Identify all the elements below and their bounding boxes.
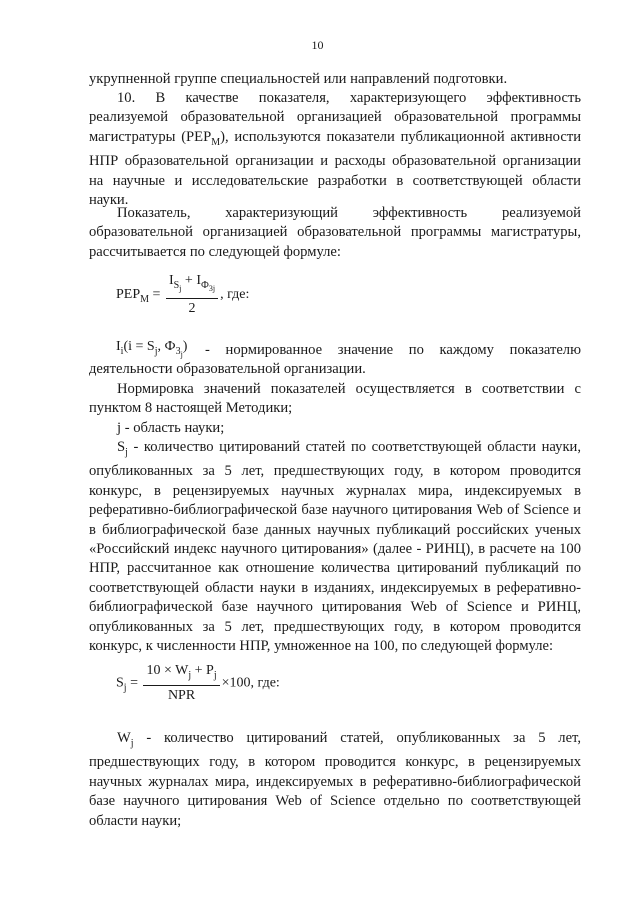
formula-subscript: j bbox=[123, 682, 127, 694]
paragraph-line: - нормированное значение по каждому показателю bbox=[205, 342, 581, 358]
paragraph-line: научных журналах мира, индексируемых в реферативно-библиографической bbox=[89, 773, 581, 790]
formula-subscript bbox=[209, 284, 215, 293]
formula-symbol: 10 bbox=[146, 663, 161, 678]
formula-symbol: I bbox=[196, 273, 201, 288]
formula-sj bbox=[116, 664, 280, 703]
paragraph-wj-definition bbox=[89, 729, 581, 831]
paragraph-line: Показатель, характеризующий эффективность реализуемой bbox=[117, 205, 581, 221]
formula-where: где: bbox=[257, 675, 280, 691]
paragraph-normalization bbox=[89, 380, 581, 438]
paragraph-line: на научные и исследовательские разработки в соответствующей области bbox=[89, 172, 581, 189]
paragraph-line: деятельности образовательной организации. bbox=[89, 361, 366, 378]
formula-fraction bbox=[143, 664, 219, 703]
paragraph-continuation bbox=[89, 70, 581, 89]
formula-symbol: S bbox=[146, 339, 155, 354]
page-number: 10 bbox=[311, 38, 324, 52]
formula-comma: , bbox=[157, 339, 161, 354]
formula-subscript: j bbox=[130, 737, 134, 749]
formula-symbol: W bbox=[117, 730, 131, 746]
paragraph-line: «Российский индекс научного цитирования» (далее - РИНЦ), в расчете на 100 bbox=[89, 540, 581, 557]
formula-operator: + bbox=[184, 273, 193, 288]
formula-subscript: j bbox=[179, 283, 182, 293]
formula-symbol: 3 bbox=[175, 345, 181, 357]
formula-subscript: i bbox=[120, 345, 124, 357]
paragraph-line: конкурс, в рецензируемых научных журналах мира, индексируемых в bbox=[89, 482, 581, 499]
formula-pep bbox=[116, 274, 249, 316]
paragraph-item-10 bbox=[89, 89, 581, 210]
formula-symbol: P bbox=[206, 663, 214, 678]
paragraph-line: НПР образовательной организации и расходы образовательной организации bbox=[89, 153, 581, 170]
paragraph-line: в библиографической базе данных научных публикаций российских ученых bbox=[89, 521, 581, 538]
formula-operator: = bbox=[135, 339, 144, 354]
formula-symbol: 100 bbox=[229, 675, 251, 691]
formula-operator: = bbox=[152, 287, 161, 303]
formula-operator: × bbox=[163, 663, 172, 678]
paragraph-line: укрупненной группе специальностей или направлений подготовки. bbox=[89, 71, 508, 87]
formula-where: где: bbox=[227, 287, 250, 303]
formula-fraction bbox=[166, 274, 218, 316]
paragraph-line bbox=[89, 128, 581, 152]
formula-symbol: РЕР bbox=[116, 287, 141, 303]
formula-subscript bbox=[201, 280, 215, 291]
formula-subscript: М bbox=[140, 293, 150, 305]
paragraph-line: базе научного цитирования Web of Science отдельно по соответствующей bbox=[89, 793, 581, 810]
formula-symbol: S bbox=[117, 439, 126, 455]
formula-paren: ( bbox=[123, 339, 129, 354]
paragraph-line bbox=[89, 438, 581, 462]
fraction-denominator: 2 bbox=[188, 300, 196, 316]
paragraph-line bbox=[89, 729, 581, 753]
formula-operator: = bbox=[130, 675, 138, 691]
formula-symbol: j bbox=[212, 283, 216, 293]
formula-subscript: j bbox=[213, 669, 217, 681]
paragraph-line: 10. В качестве показателя, характеризующего эффективность bbox=[117, 90, 581, 106]
paragraph-indicator bbox=[89, 204, 581, 262]
text-span: магистратуры (РЕР bbox=[89, 128, 212, 145]
paragraph-line: пунктом 8 настоящей Методики; bbox=[89, 400, 293, 417]
formula-symbol: W bbox=[175, 663, 189, 678]
formula-operator: + bbox=[194, 663, 203, 678]
text-span: - количество цитирований статей, опубликованных за 5 лет, bbox=[146, 730, 581, 746]
formula-comma: , bbox=[220, 287, 224, 303]
formula-paren: ) bbox=[182, 339, 188, 354]
paragraph-line: опубликованных за 5 лет, предшествующих году, в котором проводится bbox=[89, 618, 581, 635]
formula-comma: , bbox=[250, 675, 255, 691]
fraction-numerator bbox=[143, 664, 219, 686]
formula-symbol: S bbox=[173, 279, 180, 291]
subscript: М bbox=[211, 136, 221, 148]
text-span: - количество цитирований статей по соответствующей области науки, bbox=[133, 439, 581, 455]
text-span: ), используются показатели публикационной активности bbox=[220, 128, 582, 145]
formula-symbol: I bbox=[168, 273, 174, 288]
formula-subscript: j bbox=[154, 345, 158, 357]
fraction-denominator: NPR bbox=[167, 687, 196, 703]
paragraph-sj-definition bbox=[89, 438, 581, 656]
paragraph-line: образовательной организацией образовательной программы магистратуры, bbox=[89, 224, 581, 241]
paragraph-line: Нормировка значений показателей осуществляется в соответствии с bbox=[117, 381, 581, 397]
formula-symbol: Ф bbox=[200, 279, 209, 291]
fraction-numerator bbox=[166, 274, 218, 299]
paragraph-normalized bbox=[89, 341, 581, 380]
paragraph-line: реферативно-библиографической базе научного цитирования Web of Science и bbox=[89, 502, 581, 519]
paragraph-line: рассчитывается по следующей формуле: bbox=[89, 243, 341, 260]
formula-operator: × bbox=[221, 675, 230, 691]
paragraph-line: НПР, рассчитанное как отношение количества цитирований публикаций по bbox=[89, 560, 581, 577]
formula-subscript: j bbox=[180, 349, 183, 359]
paragraph-line: библиографической базе научного цитирования Web of Science и РИНЦ, bbox=[89, 599, 581, 616]
formula-symbol: Ф bbox=[164, 339, 176, 354]
formula-symbol: 3 bbox=[208, 283, 213, 293]
formula-symbol: I bbox=[116, 339, 121, 354]
formula-subscript: j bbox=[125, 446, 128, 458]
paragraph-line: j - область науки; bbox=[117, 419, 225, 436]
formula-subscript: j bbox=[188, 669, 192, 681]
paragraph-line: области науки; bbox=[89, 812, 182, 829]
paragraph-line: реализуемой образовательной организацией образовательной программы bbox=[89, 109, 581, 126]
paragraph-line: конкурс, к численности НПР, умноженное на 100, по следующей формуле: bbox=[89, 637, 554, 654]
paragraph-line: предшествующих году, в котором проводится конкурс, в рецензируемых bbox=[89, 754, 581, 771]
formula-symbol: i bbox=[128, 339, 133, 354]
paragraph-line: опубликованных за 5 лет, предшествующих году, в котором проводится bbox=[89, 463, 581, 480]
paragraph-line: соответствующей области науки в изданиях, индексируемых в реферативно- bbox=[89, 579, 581, 596]
formula-symbol: S bbox=[116, 675, 124, 691]
paragraph-line: науки. bbox=[89, 191, 129, 208]
formula-subscript bbox=[174, 280, 182, 291]
